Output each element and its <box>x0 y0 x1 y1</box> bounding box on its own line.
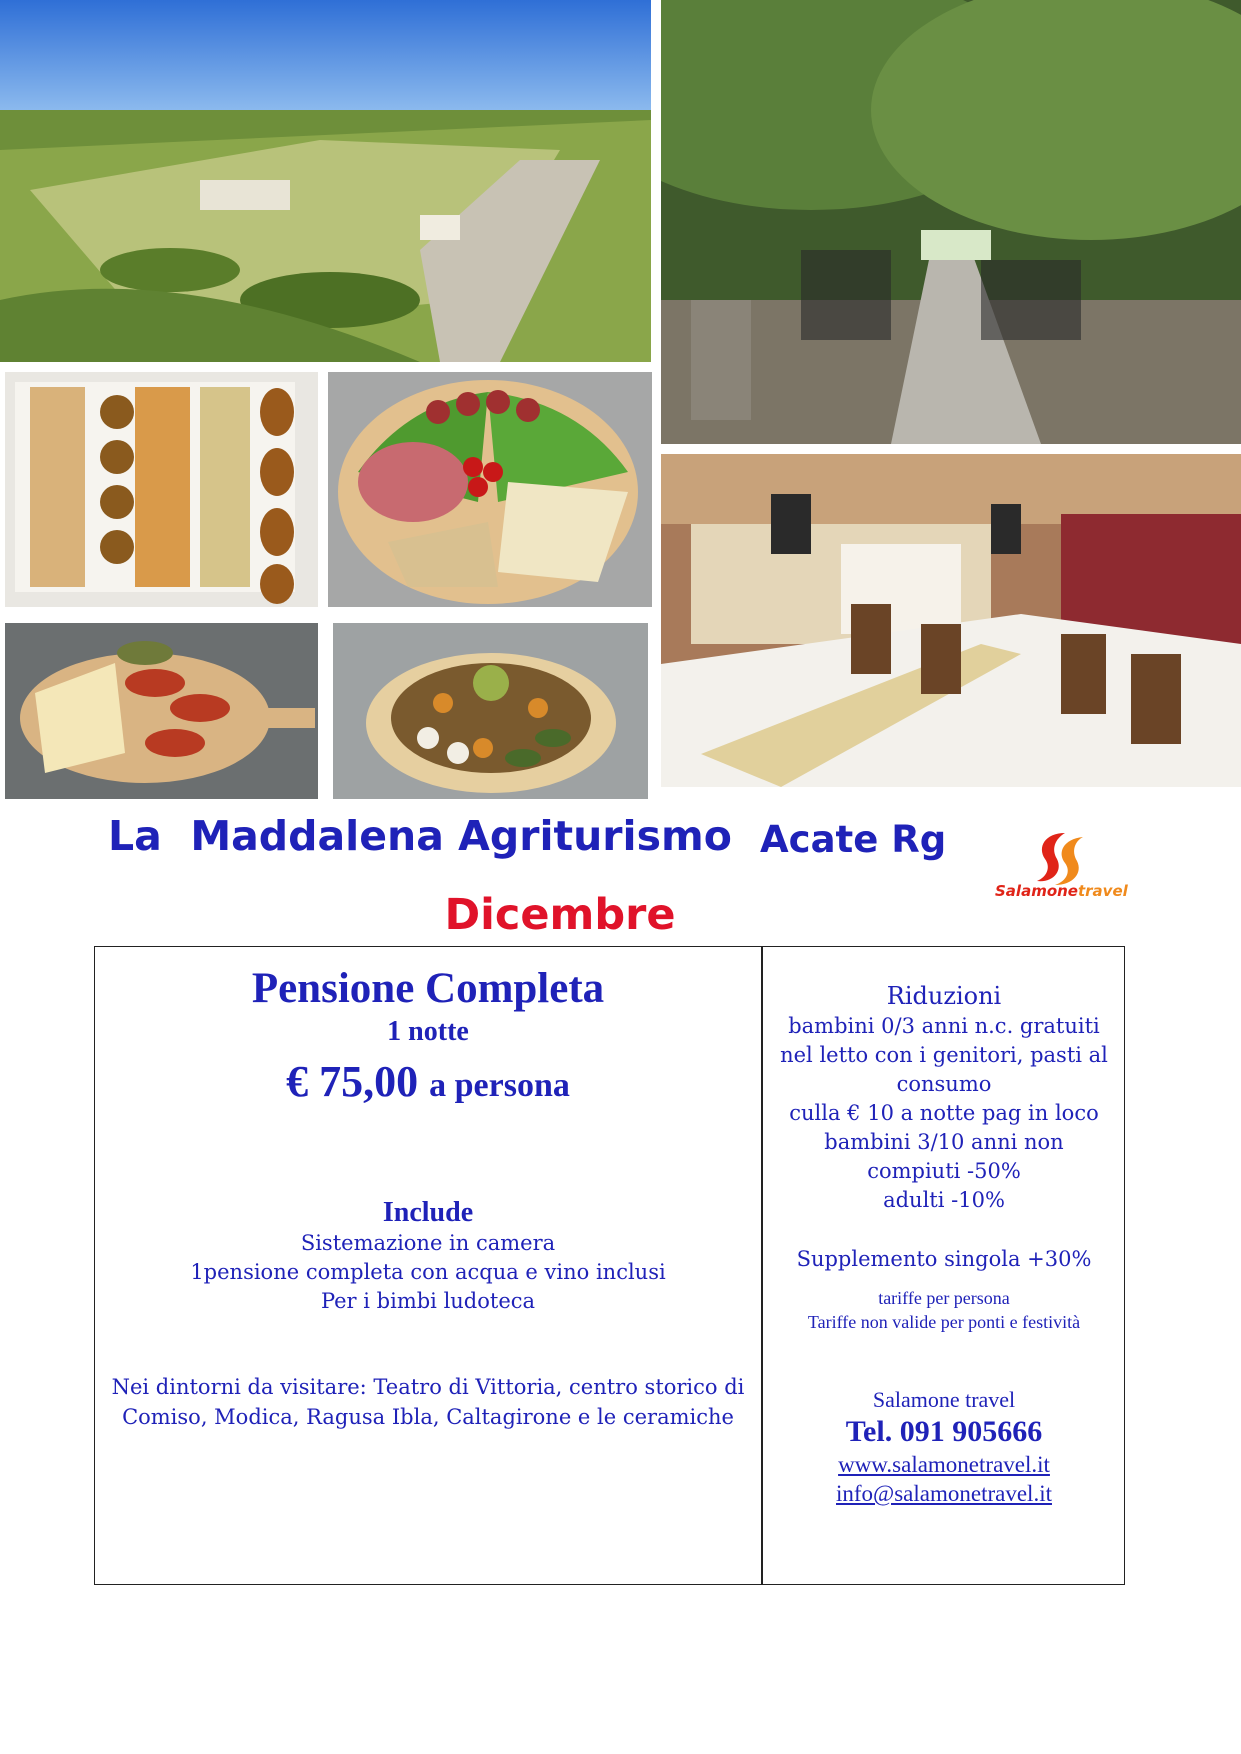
reduction-line: adulti -10% <box>883 1188 1005 1212</box>
venue-location: Acate Rg <box>760 818 947 861</box>
bruschetta-board-photo <box>5 623 318 799</box>
logo-text-secondary: travel <box>1077 882 1128 900</box>
contact-phone: Tel. 091 905666 <box>845 1415 1043 1448</box>
nearby-line: Nei dintorni da visitare: Teatro di Vittoria, centro storico di <box>111 1375 745 1399</box>
reduction-line: bambini 0/3 anni n.c. gratuiti <box>788 1014 1100 1038</box>
email-link[interactable]: info@salamonetravel.it <box>836 1481 1052 1506</box>
logo-wordmark <box>995 882 1128 900</box>
dining-hall-photo <box>661 454 1241 787</box>
aerial-view-photo <box>0 0 651 362</box>
appetizers-tray-photo <box>5 372 318 607</box>
package-nights: 1 notte <box>387 1016 469 1047</box>
price-value: € 75,00 <box>286 1057 419 1106</box>
reduction-line: compiuti -50% <box>867 1159 1021 1183</box>
package-title: Pensione Completa <box>251 965 605 1012</box>
venue-name: La Maddalena Agriturismo <box>108 812 732 860</box>
website-link[interactable]: www.salamonetravel.it <box>838 1452 1050 1477</box>
include-title: Include <box>382 1197 474 1228</box>
rates-note: tariffe per persona <box>878 1288 1010 1308</box>
offer-details <box>96 963 760 1432</box>
cold-cuts-platter-photo <box>328 372 652 607</box>
reductions-title: Riduzioni <box>886 982 1002 1010</box>
reduction-line: culla € 10 a notte pag in loco <box>789 1101 1099 1125</box>
package-price <box>96 1053 760 1115</box>
logo-text-primary: Salamone <box>995 882 1078 900</box>
vegetable-platter-photo <box>333 623 648 799</box>
reduction-line: consumo <box>896 1072 992 1096</box>
rates-note: Tariffe non valide per ponti e festività <box>807 1312 1081 1332</box>
contact-company: Salamone travel <box>872 1387 1016 1412</box>
reduction-line: bambini 3/10 anni non <box>824 1130 1064 1154</box>
price-unit: a persona <box>429 1067 570 1104</box>
include-item: 1pensione completa con acqua e vino inclusi <box>190 1260 666 1284</box>
reductions-panel <box>763 980 1125 1508</box>
include-item: Per i bimbi ludoteca <box>320 1289 536 1313</box>
nearby-line: Comiso, Modica, Ragusa Ibla, Caltagirone e le ceramiche <box>122 1405 734 1429</box>
month-label: Dicembre <box>444 890 676 940</box>
garden-gate-photo <box>661 0 1241 444</box>
reduction-line: nel letto con i genitori, pasti al <box>780 1043 1108 1067</box>
nearby-attractions <box>96 1372 760 1432</box>
single-supplement: Supplemento singola +30% <box>796 1247 1092 1271</box>
include-item: Sistemazione in camera <box>300 1231 556 1255</box>
